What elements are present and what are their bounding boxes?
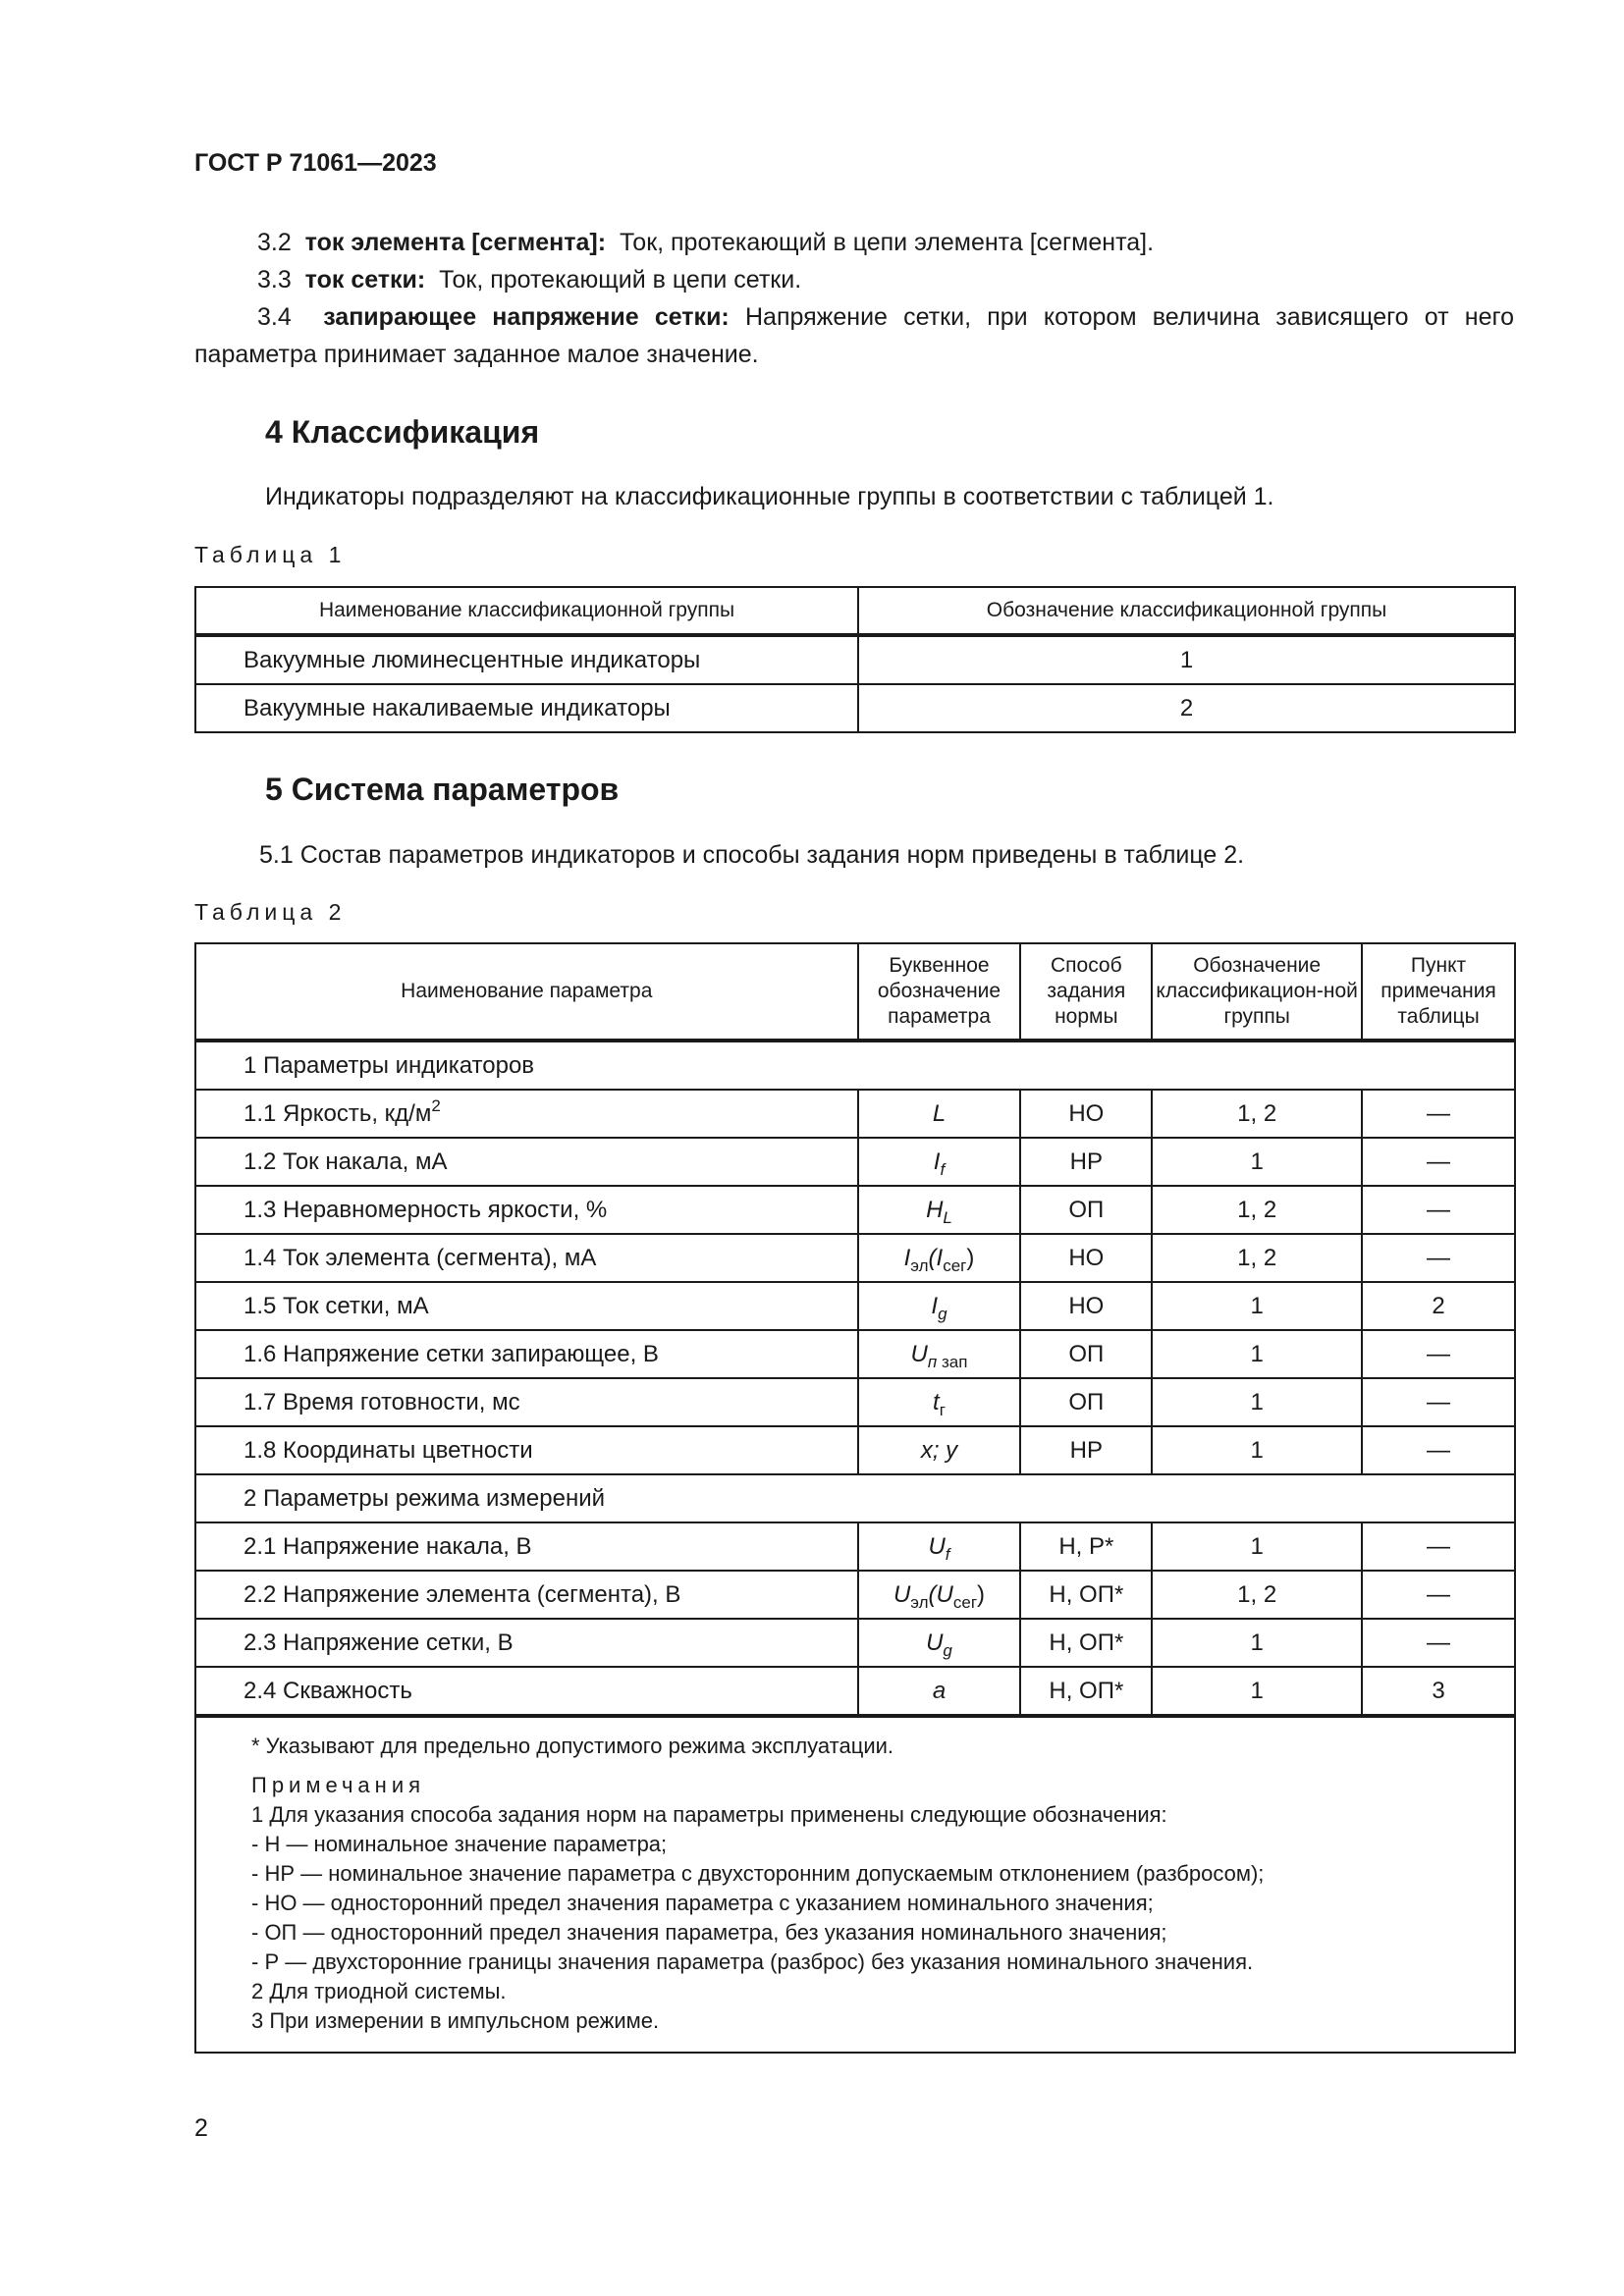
table-row [195, 1426, 1515, 1474]
symbol-subscript: п [927, 1352, 938, 1371]
parameter-name-cell [195, 1571, 858, 1619]
table-2-caption: Таблица 2 [194, 899, 347, 925]
parameter-name: 1.5 Ток сетки, мА [244, 1292, 429, 1319]
symbol-main: I [933, 1148, 941, 1175]
symbol-subscript: сег [952, 1592, 978, 1612]
parameter-name-cell [195, 1234, 858, 1282]
note-line: 1 Для указания способа задания норм на параметры применены следующие обозначения: [251, 1802, 1167, 1827]
group-code-cell: 1 [1152, 1619, 1362, 1667]
term-3-2-name: ток элемента [сегмента]: [304, 229, 607, 256]
symbol-subscript: эл [910, 1255, 929, 1275]
symbol-main: I [931, 1292, 939, 1319]
note-ref-cell: — [1362, 1571, 1515, 1619]
symbol-subscript: сег [943, 1255, 967, 1275]
norm-method-cell: НО [1020, 1090, 1152, 1138]
parameter-symbol-cell [858, 1234, 1021, 1282]
symbol-subscript-extra: зап [937, 1352, 968, 1371]
group-code-cell: 1, 2 [1152, 1234, 1362, 1282]
symbol-alt: (I [928, 1244, 944, 1271]
table-1-caption: Таблица 1 [194, 542, 347, 567]
column-header: Пункт примечания таблицы [1362, 943, 1515, 1041]
parameter-name-cell [195, 1282, 858, 1330]
note-ref-cell: — [1362, 1522, 1515, 1571]
table-row [195, 635, 1515, 684]
group-code-cell: 1 [1152, 1378, 1362, 1426]
group-code-cell: 1, 2 [1152, 1090, 1362, 1138]
parameter-name: 2.4 Скважность [244, 1677, 412, 1704]
group-code-cell: 1 [858, 635, 1515, 684]
parameter-name-cell [195, 1330, 858, 1378]
group-code-cell: 1 [1152, 1282, 1362, 1330]
norm-method-cell: Н, ОП* [1020, 1667, 1152, 1716]
table-header-row [195, 943, 1515, 1041]
norm-method-cell: ОП [1020, 1186, 1152, 1234]
note-ref-cell: — [1362, 1426, 1515, 1474]
section-4-intro: Индикаторы подразделяют на классификационные группы в соответствии с таблицей 1. [265, 483, 1274, 510]
norm-method-cell: ОП [1020, 1330, 1152, 1378]
column-header: Обозначение классификационной группы [858, 587, 1515, 635]
symbol-subscript: g [943, 1640, 952, 1660]
group-title-cell: 1 Параметры индикаторов [195, 1041, 1515, 1090]
notes-title: Примечания [251, 1773, 426, 1797]
parameter-name-cell [195, 1522, 858, 1571]
norm-method-cell: Н, ОП* [1020, 1619, 1152, 1667]
parameter-name: 2.1 Напряжение накала, В [244, 1532, 532, 1560]
table-row [195, 1186, 1515, 1234]
term-3-4-name: запирающее напряжение сетки: [323, 303, 730, 331]
table-row [195, 1667, 1515, 1716]
parameter-symbol-cell [858, 1619, 1021, 1667]
superscript: 2 [431, 1095, 441, 1115]
group-code-cell: 1, 2 [1152, 1571, 1362, 1619]
term-3-2: 3.2 ток элемента [сегмента]: Ток, протекающий в цепи элемента [сегмента]. [257, 229, 1155, 256]
symbol-main: x; y [920, 1436, 958, 1464]
note-ref-cell: — [1362, 1090, 1515, 1138]
group-code-cell: 1 [1152, 1426, 1362, 1474]
parameter-symbol-cell [858, 1522, 1021, 1571]
term-3-3: 3.3 ток сетки: Ток, протекающий в цепи сетки. [257, 266, 802, 294]
norm-method-cell: Н, Р* [1020, 1522, 1152, 1571]
column-header: Наименование параметра [195, 943, 858, 1041]
norm-method-cell: НО [1020, 1234, 1152, 1282]
section-5-intro: 5.1 Состав параметров индикаторов и способы задания норм приведены в таблице 2. [259, 841, 1245, 869]
symbol-alt: (U [928, 1580, 953, 1608]
table-row [195, 684, 1515, 732]
parameter-symbol-cell [858, 1378, 1021, 1426]
note-line: - НО — односторонний предел значения параметра с указанием номинального значения; [251, 1891, 1154, 1915]
norm-method-cell: НР [1020, 1426, 1152, 1474]
classification-table [194, 586, 1516, 733]
group-code-cell: 1 [1152, 1522, 1362, 1571]
symbol-subscript: f [945, 1544, 950, 1564]
note-line: 3 При измерении в импульсном режиме. [251, 2008, 660, 2033]
note-line: - НР — номинальное значение параметра с двухсторонним допускаемым отклонением (разбросом); [251, 1861, 1265, 1886]
parameter-symbol-cell [858, 1186, 1021, 1234]
note-line: 2 Для триодной системы. [251, 1979, 507, 2003]
group-name-cell: Вакуумные накаливаемые индикаторы [195, 684, 858, 732]
column-header: Обозначение классификацион-ной группы [1152, 943, 1362, 1041]
parameter-name-cell [195, 1138, 858, 1186]
table-row [195, 1234, 1515, 1282]
notes-list [251, 1800, 1514, 2036]
parameter-name-cell [195, 1426, 858, 1474]
parameter-name-cell [195, 1090, 858, 1138]
note-ref-cell: — [1362, 1378, 1515, 1426]
parameter-symbol-cell [858, 1090, 1021, 1138]
table-row [195, 1571, 1515, 1619]
parameter-name: 1.2 Ток накала, мА [244, 1148, 448, 1175]
column-header: Способ задания нормы [1020, 943, 1152, 1041]
parameter-symbol-cell [858, 1330, 1021, 1378]
group-title-cell: 2 Параметры режима измерений [195, 1474, 1515, 1522]
symbol-main: L [932, 1099, 947, 1127]
parameter-name: 1.1 Яркость, кд/м [244, 1099, 432, 1127]
table-row [195, 1378, 1515, 1426]
symbol-main: U [926, 1629, 944, 1656]
symbol-subscript: L [943, 1207, 952, 1227]
norm-method-cell: Н, ОП* [1020, 1571, 1152, 1619]
group-code-cell: 1 [1152, 1138, 1362, 1186]
parameter-name: 1.6 Напряжение сетки запирающее, В [244, 1340, 659, 1367]
note-ref-cell: — [1362, 1330, 1515, 1378]
note-line: - Н — номинальное значение параметра; [251, 1832, 668, 1856]
term-3-4-definition: Напряжение сетки, при котором величина зависящего от него параметра принимает заданное малое значение. [194, 303, 1514, 368]
standard-header: ГОСТ Р 71061—2023 [194, 149, 437, 177]
note-ref-cell: — [1362, 1186, 1515, 1234]
symbol-main: U [893, 1580, 911, 1608]
symbol-close: ) [977, 1580, 986, 1608]
parameter-name-cell [195, 1186, 858, 1234]
table-row [195, 1522, 1515, 1571]
parameter-name-cell [195, 1619, 858, 1667]
table-header-row [195, 587, 1515, 635]
table-notes-row [195, 1716, 1515, 2053]
symbol-subscript: г [939, 1400, 946, 1419]
norm-method-cell: ОП [1020, 1378, 1152, 1426]
symbol-main: a [932, 1677, 947, 1704]
parameter-name: 1.7 Время готовности, мс [244, 1388, 520, 1415]
note-ref-cell: — [1362, 1619, 1515, 1667]
note-ref-cell: — [1362, 1138, 1515, 1186]
norm-method-cell: НР [1020, 1138, 1152, 1186]
column-header: Буквенное обозначение параметра [858, 943, 1021, 1041]
note-line: - ОП — односторонний предел значения параметра, без указания номинального значения; [251, 1920, 1167, 1945]
group-row [195, 1041, 1515, 1090]
table-row [195, 1330, 1515, 1378]
term-3-3-definition: Ток, протекающий в цепи сетки. [439, 266, 802, 294]
column-header: Наименование классификационной группы [195, 587, 858, 635]
parameters-table [194, 942, 1516, 2054]
parameter-name-cell [195, 1378, 858, 1426]
group-code-cell: 1 [1152, 1667, 1362, 1716]
term-3-4: 3.4 запирающее напряжение сетки: Напряжение сетки, при котором величина зависящего от него параметра принимает заданное малое значение. [194, 303, 1514, 368]
parameter-symbol-cell [858, 1426, 1021, 1474]
parameter-name: 2.3 Напряжение сетки, В [244, 1629, 514, 1656]
symbol-close: ) [966, 1244, 975, 1271]
table-row [195, 1619, 1515, 1667]
symbol-main: U [910, 1340, 928, 1367]
symbol-main: U [928, 1532, 946, 1560]
footnote: * Указывают для предельно допустимого режима эксплуатации. [251, 1734, 894, 1758]
term-3-3-name: ток сетки: [304, 266, 426, 294]
group-name-cell: Вакуумные люминесцентные индикаторы [195, 635, 858, 684]
parameter-name: 1.4 Ток элемента (сегмента), мА [244, 1244, 597, 1271]
symbol-subscript: f [940, 1159, 946, 1179]
parameter-symbol-cell [858, 1571, 1021, 1619]
parameter-name: 2.2 Напряжение элемента (сегмента), В [244, 1580, 681, 1608]
table-row [195, 1090, 1515, 1138]
section-4-heading: 4 Классификация [265, 414, 540, 450]
note-line: - Р — двухсторонние границы значения параметра (разброс) без указания номинального значения. [251, 1949, 1254, 1974]
parameter-symbol-cell [858, 1282, 1021, 1330]
symbol-main: H [926, 1196, 944, 1223]
symbol-main: t [933, 1388, 940, 1415]
symbol-subscript: эл [910, 1592, 929, 1612]
group-code-cell: 1, 2 [1152, 1186, 1362, 1234]
parameter-name-cell [195, 1667, 858, 1716]
note-ref-cell: 2 [1362, 1282, 1515, 1330]
parameter-symbol-cell [858, 1138, 1021, 1186]
parameter-name: 1.8 Координаты цветности [244, 1436, 533, 1464]
symbol-subscript: g [938, 1304, 947, 1323]
symbol-main: I [903, 1244, 911, 1271]
table-row [195, 1282, 1515, 1330]
term-3-2-definition: Ток, протекающий в цепи элемента [сегмента]. [619, 229, 1155, 256]
table-notes-cell [195, 1716, 1515, 2053]
section-5-heading: 5 Система параметров [265, 772, 620, 807]
group-code-cell: 2 [858, 684, 1515, 732]
parameter-name: 1.3 Неравномерность яркости, % [244, 1196, 608, 1223]
group-code-cell: 1 [1152, 1330, 1362, 1378]
page-number: 2 [194, 2114, 208, 2142]
group-row [195, 1474, 1515, 1522]
table-row [195, 1138, 1515, 1186]
note-ref-cell: 3 [1362, 1667, 1515, 1716]
note-ref-cell: — [1362, 1234, 1515, 1282]
parameter-symbol-cell [858, 1667, 1021, 1716]
norm-method-cell: НО [1020, 1282, 1152, 1330]
